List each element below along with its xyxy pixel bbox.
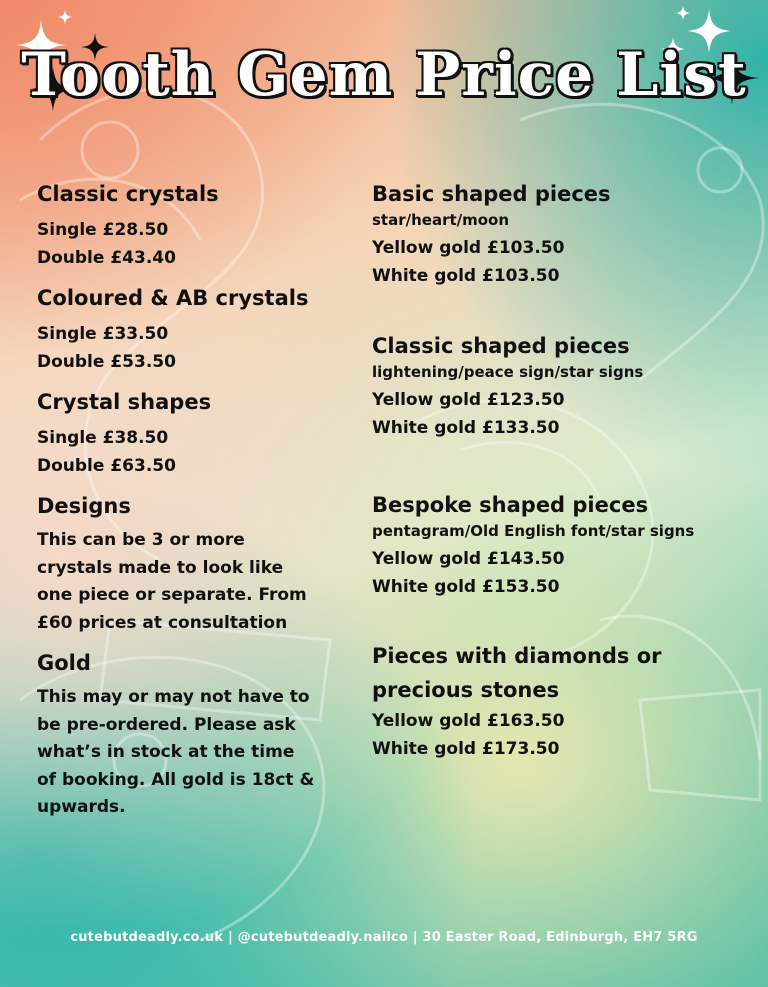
price-white-gold: White gold £103.50 (372, 266, 560, 286)
section-subtitle: lightening/peace sign/star signs (372, 363, 644, 381)
section-subtitle: star/heart/moon (372, 211, 510, 229)
price-single: Single £38.50 (37, 428, 169, 448)
right-column (372, 178, 752, 763)
classic-shaped-section (372, 330, 752, 442)
section-heading: Coloured & AB crystals (37, 286, 309, 310)
price-single: Single £28.50 (37, 220, 169, 240)
price-yellow-gold: Yellow gold £123.50 (372, 390, 565, 410)
basic-shaped-section (372, 178, 752, 290)
section-heading: Classic crystals (37, 182, 219, 206)
designs-section (37, 490, 307, 637)
footer-contact: cutebutdeadly.co.uk | @cutebutdeadly.nailco | 30 Easter Road, Edinburgh, EH7 5RG (70, 930, 698, 945)
section-subtitle: pentagram/Old English font/star signs (372, 522, 695, 540)
page-title: Tooth Gem Price List (21, 40, 747, 110)
price-double: Double £63.50 (37, 456, 176, 476)
section-heading: Bespoke shaped pieces (372, 493, 649, 517)
diamonds-section (372, 639, 752, 763)
left-column (37, 178, 337, 832)
price-double: Double £43.40 (37, 248, 176, 268)
classic-crystals-section (37, 178, 337, 272)
sparkle-icon (676, 6, 690, 20)
price-white-gold: White gold £173.50 (372, 739, 560, 759)
price-single: Single £33.50 (37, 324, 169, 344)
section-heading: Crystal shapes (37, 390, 212, 414)
price-yellow-gold: Yellow gold £143.50 (372, 549, 565, 569)
price-white-gold: White gold £133.50 (372, 418, 560, 438)
price-double: Double £53.50 (37, 352, 176, 372)
coloured-crystals-section (37, 282, 337, 376)
section-heading: Pieces with diamonds or precious stones (372, 644, 662, 702)
section-heading: Designs (37, 494, 131, 518)
section-heading: Gold (37, 651, 91, 675)
crystal-shapes-section (37, 386, 337, 480)
price-yellow-gold: Yellow gold £103.50 (372, 238, 565, 258)
section-heading: Classic shaped pieces (372, 334, 630, 358)
section-heading: Basic shaped pieces (372, 182, 611, 206)
gold-section (37, 647, 317, 822)
price-yellow-gold: Yellow gold £163.50 (372, 711, 565, 731)
designs-description: This can be 3 or more crystals made to look like one piece or separate. From £60 prices at consultation (37, 530, 307, 633)
gold-description: This may or may not have to be pre-ordered. Please ask what’s in stock at the time of booking. All gold is 18ct & upwards. (37, 687, 315, 817)
sparkle-icon (58, 10, 72, 24)
bespoke-shaped-section (372, 489, 752, 601)
price-white-gold: White gold £153.50 (372, 577, 560, 597)
